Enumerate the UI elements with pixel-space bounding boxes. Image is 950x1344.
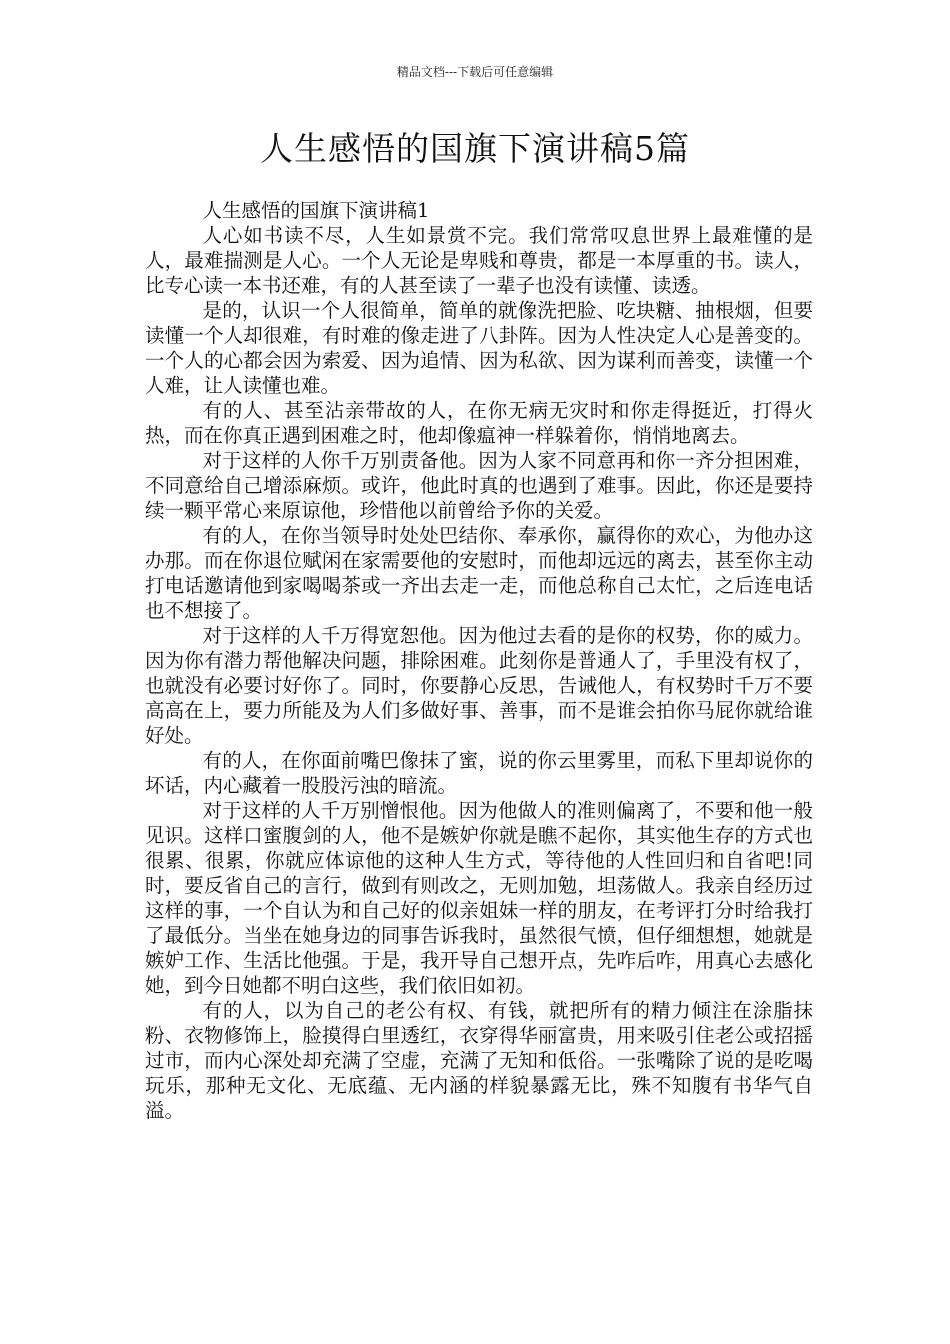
- paragraph: 是的，认识一个人很简单，简单的就像洗把脸、吃块糖、抽根烟，但要读懂一个人却很难，有时难的像走进了八卦阵。因为人性决定人心是善变的。一个人的心都会因为索爱、因为追情、因为私欲、因为谋利而善变，读懂一个人难，让人读懂也难。: [145, 299, 813, 397]
- paragraph: 有的人，以为自己的老公有权、有钱，就把所有的精力倾注在涂脂抹粉、衣物修饰上，脸摸得白里透红，衣穿得华丽富贵，用来吸引住老公或招摇过市，而内心深处却充满了空虚，充满了无知和低俗。一张嘴除了说的是吃喝玩乐，那种无文化、无底蕴、无内涵的样貌暴露无比，殊不知腹有书华气自溢。: [145, 999, 813, 1122]
- paragraph: 有的人，在你面前嘴巴像抹了蜜，说的你云里雾里，而私下里却说你的坏话，内心藏着一股股污浊的暗流。: [145, 749, 813, 797]
- paragraph: 有的人，在你当领导时处处巴结你、奉承你，赢得你的欢心，为他办这办那。而在你退位赋闲在家需要他的安慰时，而他却远远的离去，甚至你主动打电话邀请他到家喝喝茶或一齐出去走一走，而他总称自己太忙，之后连电话也不想接了。: [145, 524, 813, 622]
- paragraph: 人心如书读不尽，人生如景赏不完。我们常常叹息世界上最难懂的是人，最难揣测是人心。一个人无论是卑贱和尊贵，都是一本厚重的书。读人，比专心读一本书还难，有的人甚至读了一辈子也没有读懂、读透。: [145, 224, 813, 297]
- paragraph: 对于这样的人你千万别责备他。因为人家不同意再和你一齐分担困难，不同意给自己增添麻烦。或许，他此时真的也遇到了难事。因此，你还是要持续一颗平常心来原谅他，珍惜他以前曾给予你的关爱。: [145, 449, 813, 522]
- document-body: [145, 198, 813, 1123]
- paragraph: 对于这样的人千万别憎恨他。因为他做人的准则偏离了，不要和他一般见识。这样口蜜腹剑的人，他不是嫉妒你就是瞧不起你，其实他生存的方式也很累、很累，你就应体谅他的这种人生方式，等待他的人性回归和自省吧!同时，要反省自己的言行，做到有则改之，无则加勉，坦荡做人。我亲自经历过这样的事，一个自认为和自己好的似亲姐妹一样的朋友，在考评打分时给我打了最低分。当坐在她身边的同事告诉我时，虽然很气愤，但仔细想想，她就是嫉妒工作、生活比他强。于是，我开导自己想开点，先咋后咋，用真心去感化她，到今日她都不明白这些，我们依旧如初。: [145, 799, 813, 997]
- document-title: 人生感悟的国旗下演讲稿5篇: [260, 129, 690, 168]
- section-heading: 人生感悟的国旗下演讲稿1: [202, 199, 430, 222]
- paragraph: 有的人、甚至沾亲带故的人，在你无病无灾时和你走得挺近，打得火热，而在你真正遇到困难之时，他却像瘟神一样躲着你，悄悄地离去。: [145, 399, 813, 447]
- header-note: 精品文档---下载后可任意编辑: [396, 65, 554, 79]
- paragraph: 对于这样的人千万得宽恕他。因为他过去看的是你的权势，你的威力。因为你有潜力帮他解决问题，排除困难。此刻你是普通人了，手里没有权了，也就没有必要讨好你了。同时，你要静心反思，告诫他人，有权势时千万不要高高在上，要力所能及为人们多做好事、善事，而不是谁会拍你马屁你就给谁好处。: [145, 624, 813, 747]
